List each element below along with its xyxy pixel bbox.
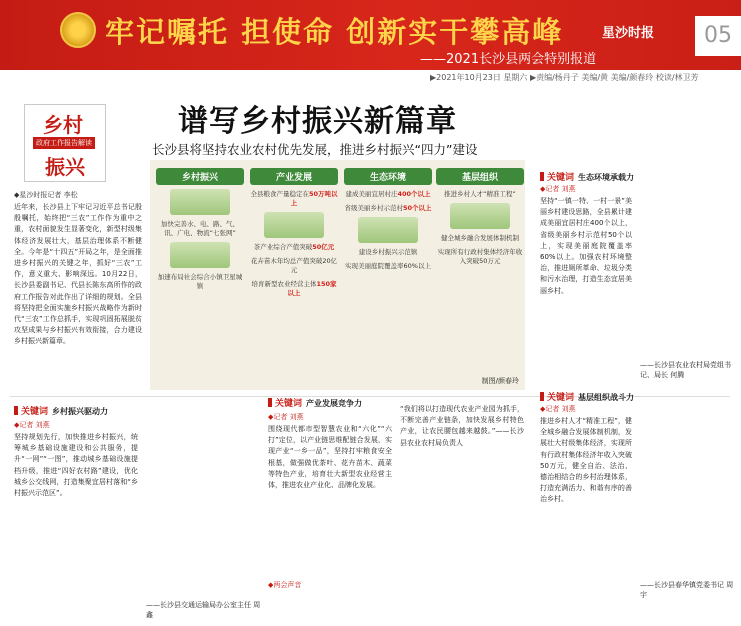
kw-mid2-body: “我们将以打造现代农业产业园为抓手，不断完善产业链条，加快发展乡村特色产业，让农民腰包越来越鼓。”——长沙县农业农村局负责人 <box>400 405 524 447</box>
info-item: 加快完善水、电、路、气、讯、广电、物流“七张网” <box>161 220 239 237</box>
info-item: 省级美丽乡村示范村50个以上 <box>344 204 432 212</box>
info-col-ecology <box>344 168 432 380</box>
info-item: 培育新型农业经营主体150家以上 <box>251 280 337 297</box>
section-tag: 政府工作报告解读 <box>33 137 95 149</box>
section-label-box <box>24 104 106 182</box>
banner-subtitle: ——2021长沙县两会特别报道 <box>420 52 597 67</box>
kw-right1-heading: 关键词 生态环境承载力 <box>540 170 634 183</box>
foot-note: ——长沙县交通运输局办公室主任 周鑫 <box>146 601 261 619</box>
kw-right1-quote: ——长沙县农业农村局党组书记、局长 何腾 <box>640 361 731 379</box>
info-item: 花卉苗木年均总产值突破20亿元 <box>250 257 338 274</box>
headline: 谱写乡村振兴新篇章 <box>178 104 457 139</box>
left-body-text: 近年来，长沙县上下牢记习近平总书记殷殷嘱托，始终把“三农”工作作为重中之重，农村面貌发生显著变化，新型村级集体经济发展壮大，基层治理体系不断健全。今年是“十四五”开局之年，是全面推进乡村振兴的关键之年，抓好“三农”工作，意义重大、影响深远。10月22日，长沙县委副书记、代县长陈东高所作的政府工作报告对此作出了详细的规划。全县将坚持把全面实施乡村振兴战略作为新时代“三农”工作总抓手，实现巩固拓展脱贫攻坚成果与乡村振兴有效衔接，合力建设乡村振兴新篇章。 <box>14 203 142 346</box>
kw-right2-quote: ——长沙县春华镇党委书记 周宇 <box>640 581 734 599</box>
kw-right1-body-cont <box>640 184 732 354</box>
kw-mid1-byline: ◆记者 刘燕 <box>268 413 304 421</box>
info-item: 全县粮食产量稳定在50万吨以上 <box>250 190 338 207</box>
info-item: 建设乡村振兴示范镇 <box>358 248 418 256</box>
newspaper-name: 星沙时报 <box>602 26 655 41</box>
info-col-industry <box>250 168 338 380</box>
info-col-title: 乡村振兴 <box>156 168 244 185</box>
kw-right1-body: 坚持“一镇一特、一村一景”美丽乡村建设思路，全县累计建成美丽宜居村庄400个以上，省级美丽乡村示范村50个以上，实现美丽庭院覆盖率60%以上。加强农村环境整治，推进厕所革命、垃圾分类和污水治理，打造生态宜居美丽乡村。 <box>540 197 632 295</box>
info-item: 健全城乡融合发展体制机制 <box>441 234 519 242</box>
info-col-title: 生态环境 <box>344 168 432 185</box>
page-banner <box>0 0 741 70</box>
info-col-title: 产业发展 <box>250 168 338 185</box>
section-title-bottom: 振兴 <box>45 155 85 179</box>
info-item: 实现美丽庭院覆盖率60%以上 <box>345 262 431 270</box>
issue-line: ▶2021年10月23日 星期六 ▶责编/杨丹子 美编/黄 美编/颜春玲 校读/林卫芳 <box>430 73 699 82</box>
kw-mid2-byline: ◆两会声音 <box>268 581 302 589</box>
info-item: 推进乡村人才“精准工程” <box>444 190 516 198</box>
kw-right1-byline: ◆记者 刘燕 <box>540 185 576 193</box>
left-byline: ◆星沙时报记者 李松 <box>14 191 78 199</box>
town-illustration-icon <box>170 242 230 268</box>
subheadline: 长沙县将坚持农业农村优先发展，推进乡村振兴“四力”建设 <box>152 142 478 157</box>
grain-illustration-icon <box>264 212 324 238</box>
info-item: 实现所有行政村集体经济年收入突破50万元 <box>437 248 523 265</box>
info-col-organization <box>436 168 524 380</box>
kw-right2-byline: ◆记者 刘燕 <box>540 405 576 413</box>
infographic-credit: 制图/颜春玲 <box>481 377 519 385</box>
section-title-top: 乡村 <box>43 113 83 137</box>
kw-mid1-body: 围绕现代都市型智慧农业和“六化”“六打”定位，以产业链思维配链合发展，实现产业“一乡一品”，坚持打牢粮食安全根基，做强做优茶叶、花卉苗木、蔬菜等特色产业，培育壮大新型农业经营主体，推进农业产业化、品牌化发展。 <box>268 425 392 490</box>
village-illustration-icon <box>170 189 230 215</box>
kw-right2-heading: 关键词 基层组织战斗力 <box>540 390 634 403</box>
infographic <box>150 160 525 390</box>
kw-left-body: 坚持规划先行，加快推进乡村振兴，统筹城乡基础设施建设和公共服务，提升“一网”“一图”，推动城乡基础设施提档升级，推进“四好农村路”建设，优化城乡公交线网，打造集聚宜居村落和“乡村振兴示范区”。 <box>14 433 138 498</box>
people-illustration-icon <box>450 203 510 229</box>
kw-left-byline: ◆记者 刘燕 <box>14 421 50 429</box>
banner-slogan: 牢记嘱托 担使命 创新实干攀高峰 <box>105 15 564 49</box>
info-item: 加速布局社会综合小镇卫星城镇 <box>157 273 243 290</box>
house-illustration-icon <box>358 217 418 243</box>
info-col-rural <box>156 168 244 380</box>
kw-mid1-heading: 关键词 产业发展竞争力 <box>268 396 362 409</box>
info-col-title: 基层组织 <box>436 168 524 185</box>
kw-left-heading: 关键词 乡村振兴驱动力 <box>14 404 108 417</box>
info-item: 建成美丽宜居村庄400个以上 <box>345 190 431 198</box>
kw-right2-body: 推进乡村人才“精准工程”，健全城乡融合发展体制机制，发展壮大村级集体经济，实现所有行政村集体经济年收入突破50万元，健全自治、法治、德治相结合的乡村治理体系，打造充满活力、和谐有序的善治乡村。 <box>540 417 632 504</box>
party-emblem-icon <box>60 12 96 48</box>
page-number: 05 <box>695 16 741 56</box>
info-item: 茶产业综合产值突破50亿元 <box>253 243 335 251</box>
